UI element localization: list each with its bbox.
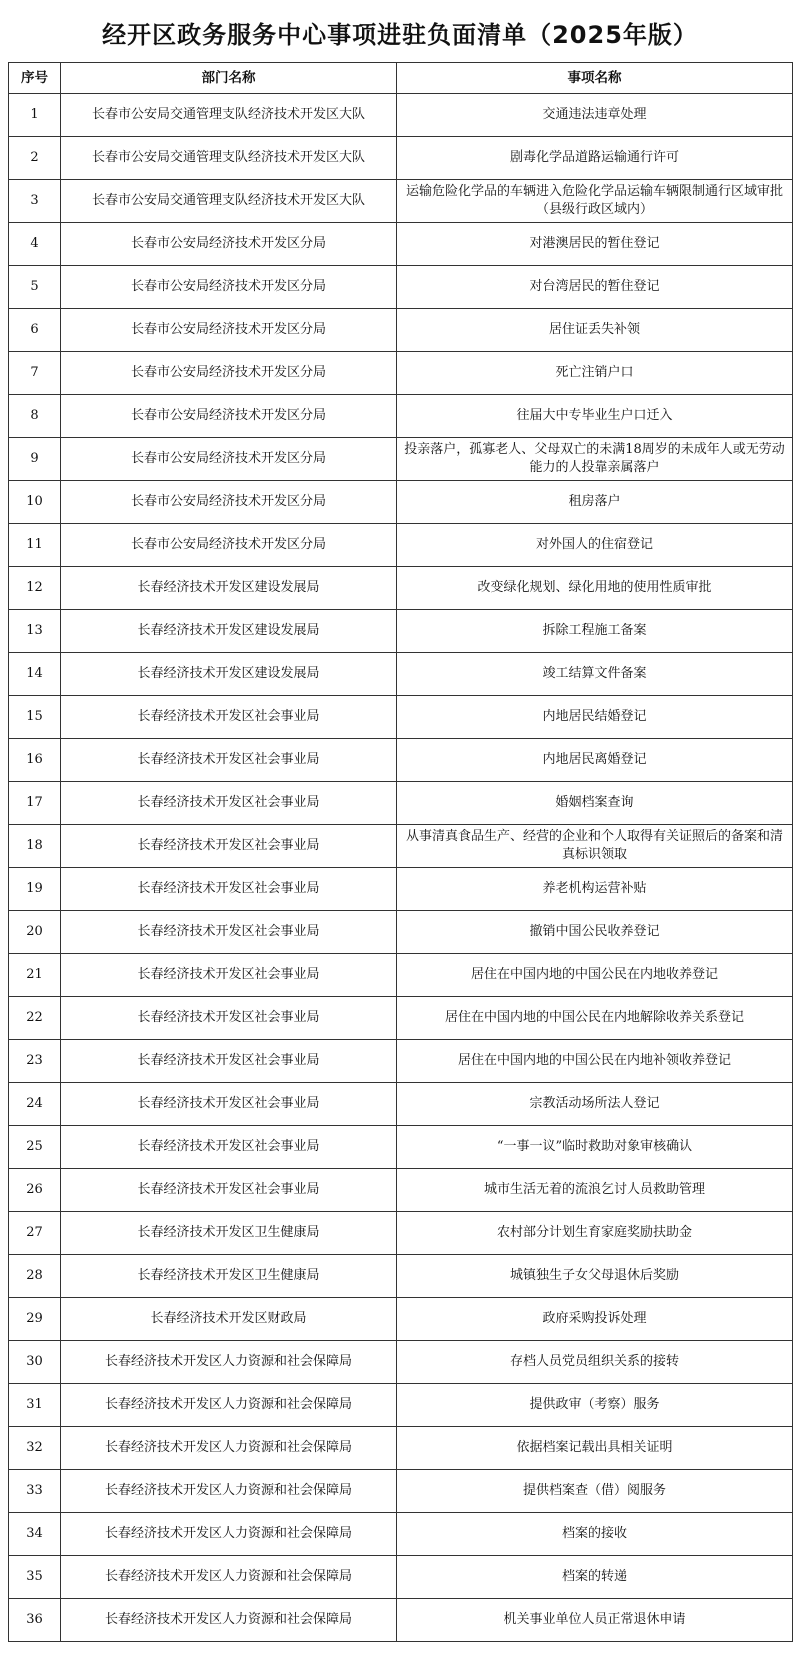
serial-number-cell: 17: [9, 782, 61, 825]
table-row: [9, 696, 793, 739]
serial-number-cell: 18: [9, 825, 61, 868]
serial-number-cell: 10: [9, 481, 61, 524]
table-row: [9, 1255, 793, 1298]
table-row: [9, 911, 793, 954]
item-name-cell: 机关事业单位人员正常退休申请: [397, 1599, 793, 1642]
table-row: [9, 1384, 793, 1427]
table-row: [9, 309, 793, 352]
department-name-cell: 长春市公安局经济技术开发区分局: [61, 438, 397, 481]
serial-number-cell: 5: [9, 266, 61, 309]
serial-number-cell: 14: [9, 653, 61, 696]
item-name-cell: 提供政审（考察）服务: [397, 1384, 793, 1427]
department-name-cell: 长春经济技术开发区人力资源和社会保障局: [61, 1470, 397, 1513]
document-title: 经开区政务服务中心事项进驻负面清单（2025年版）: [102, 21, 698, 49]
table-row: [9, 137, 793, 180]
department-name-cell: 长春经济技术开发区卫生健康局: [61, 1212, 397, 1255]
item-name-cell: 竣工结算文件备案: [397, 653, 793, 696]
department-name-cell: 长春市公安局经济技术开发区分局: [61, 395, 397, 438]
serial-number-cell: 31: [9, 1384, 61, 1427]
item-name-cell: 城镇独生子女父母退休后奖励: [397, 1255, 793, 1298]
item-name-cell: 对港澳居民的暂住登记: [397, 223, 793, 266]
item-name-cell: 城市生活无着的流浪乞讨人员救助管理: [397, 1169, 793, 1212]
table-row: [9, 94, 793, 137]
serial-number-cell: 25: [9, 1126, 61, 1169]
table-row: [9, 1040, 793, 1083]
department-name-cell: 长春市公安局交通管理支队经济技术开发区大队: [61, 94, 397, 137]
item-name-cell: “一事一议”临时救助对象审核确认: [397, 1126, 793, 1169]
department-name-cell: 长春经济技术开发区人力资源和社会保障局: [61, 1384, 397, 1427]
item-name-cell: 提供档案查（借）阅服务: [397, 1470, 793, 1513]
department-name-cell: 长春经济技术开发区人力资源和社会保障局: [61, 1427, 397, 1470]
serial-number-cell: 6: [9, 309, 61, 352]
serial-number-cell: 27: [9, 1212, 61, 1255]
table-row: [9, 438, 793, 481]
department-name-cell: 长春经济技术开发区社会事业局: [61, 1169, 397, 1212]
item-name-cell: 运输危险化学品的车辆进入危险化学品运输车辆限制通行区域审批（县级行政区域内）: [397, 180, 793, 223]
item-name-cell: 从事清真食品生产、经营的企业和个人取得有关证照后的备案和清真标识领取: [397, 825, 793, 868]
item-name-cell: 宗教活动场所法人登记: [397, 1083, 793, 1126]
department-name-cell: 长春经济技术开发区建设发展局: [61, 653, 397, 696]
table-row: [9, 1169, 793, 1212]
table-row: [9, 266, 793, 309]
serial-number-cell: 7: [9, 352, 61, 395]
serial-number-cell: 23: [9, 1040, 61, 1083]
item-name-cell: 改变绿化规划、绿化用地的使用性质审批: [397, 567, 793, 610]
table-row: [9, 180, 793, 223]
department-name-cell: 长春经济技术开发区社会事业局: [61, 1126, 397, 1169]
item-name-cell: 档案的转递: [397, 1556, 793, 1599]
item-name-cell: 对台湾居民的暂住登记: [397, 266, 793, 309]
header-item-name: 事项名称: [397, 63, 793, 94]
table-row: [9, 1513, 793, 1556]
item-name-cell: 居住在中国内地的中国公民在内地解除收养关系登记: [397, 997, 793, 1040]
table-row: [9, 481, 793, 524]
serial-number-cell: 30: [9, 1341, 61, 1384]
department-name-cell: 长春经济技术开发区社会事业局: [61, 954, 397, 997]
serial-number-cell: 15: [9, 696, 61, 739]
serial-number-cell: 13: [9, 610, 61, 653]
item-name-cell: 内地居民离婚登记: [397, 739, 793, 782]
serial-number-cell: 20: [9, 911, 61, 954]
item-name-cell: 档案的接收: [397, 1513, 793, 1556]
serial-number-cell: 4: [9, 223, 61, 266]
negative-list-table: [8, 62, 793, 1642]
table-row: [9, 1599, 793, 1642]
serial-number-cell: 26: [9, 1169, 61, 1212]
serial-number-cell: 24: [9, 1083, 61, 1126]
table-row: [9, 868, 793, 911]
serial-number-cell: 21: [9, 954, 61, 997]
header-row: [9, 63, 793, 94]
department-name-cell: 长春经济技术开发区社会事业局: [61, 868, 397, 911]
department-name-cell: 长春市公安局交通管理支队经济技术开发区大队: [61, 137, 397, 180]
department-name-cell: 长春经济技术开发区社会事业局: [61, 825, 397, 868]
department-name-cell: 长春经济技术开发区建设发展局: [61, 567, 397, 610]
header-serial-number: 序号: [9, 63, 61, 94]
serial-number-cell: 32: [9, 1427, 61, 1470]
serial-number-cell: 36: [9, 1599, 61, 1642]
item-name-cell: 存档人员党员组织关系的接转: [397, 1341, 793, 1384]
department-name-cell: 长春经济技术开发区社会事业局: [61, 739, 397, 782]
serial-number-cell: 9: [9, 438, 61, 481]
item-name-cell: 居住在中国内地的中国公民在内地补领收养登记: [397, 1040, 793, 1083]
item-name-cell: 撤销中国公民收养登记: [397, 911, 793, 954]
table-row: [9, 524, 793, 567]
item-name-cell: 拆除工程施工备案: [397, 610, 793, 653]
table-row: [9, 997, 793, 1040]
department-name-cell: 长春市公安局经济技术开发区分局: [61, 524, 397, 567]
table-row: [9, 610, 793, 653]
department-name-cell: 长春经济技术开发区人力资源和社会保障局: [61, 1599, 397, 1642]
serial-number-cell: 29: [9, 1298, 61, 1341]
item-name-cell: 居住证丢失补领: [397, 309, 793, 352]
item-name-cell: 农村部分计划生育家庭奖励扶助金: [397, 1212, 793, 1255]
serial-number-cell: 16: [9, 739, 61, 782]
table-row: [9, 1126, 793, 1169]
serial-number-cell: 8: [9, 395, 61, 438]
department-name-cell: 长春经济技术开发区社会事业局: [61, 696, 397, 739]
department-name-cell: 长春经济技术开发区人力资源和社会保障局: [61, 1341, 397, 1384]
item-name-cell: 死亡注销户口: [397, 352, 793, 395]
department-name-cell: 长春市公安局经济技术开发区分局: [61, 266, 397, 309]
table-row: [9, 653, 793, 696]
item-name-cell: 租房落户: [397, 481, 793, 524]
serial-number-cell: 12: [9, 567, 61, 610]
item-name-cell: 交通违法违章处理: [397, 94, 793, 137]
table-row: [9, 954, 793, 997]
department-name-cell: 长春经济技术开发区财政局: [61, 1298, 397, 1341]
department-name-cell: 长春经济技术开发区社会事业局: [61, 1040, 397, 1083]
table-row: [9, 1212, 793, 1255]
table-row: [9, 825, 793, 868]
department-name-cell: 长春市公安局经济技术开发区分局: [61, 352, 397, 395]
item-name-cell: 对外国人的住宿登记: [397, 524, 793, 567]
department-name-cell: 长春市公安局经济技术开发区分局: [61, 223, 397, 266]
department-name-cell: 长春市公安局经济技术开发区分局: [61, 309, 397, 352]
table-row: [9, 739, 793, 782]
department-name-cell: 长春市公安局交通管理支队经济技术开发区大队: [61, 180, 397, 223]
header-department-name: 部门名称: [61, 63, 397, 94]
department-name-cell: 长春经济技术开发区社会事业局: [61, 997, 397, 1040]
table-row: [9, 1083, 793, 1126]
item-name-cell: 投亲落户，孤寡老人、父母双亡的未满18周岁的未成年人或无劳动能力的人投靠亲属落户: [397, 438, 793, 481]
serial-number-cell: 19: [9, 868, 61, 911]
table-row: [9, 567, 793, 610]
serial-number-cell: 3: [9, 180, 61, 223]
serial-number-cell: 1: [9, 94, 61, 137]
department-name-cell: 长春市公安局经济技术开发区分局: [61, 481, 397, 524]
table-row: [9, 395, 793, 438]
department-name-cell: 长春经济技术开发区人力资源和社会保障局: [61, 1556, 397, 1599]
table-body: [9, 94, 793, 1642]
item-name-cell: 依据档案记载出具相关证明: [397, 1427, 793, 1470]
department-name-cell: 长春经济技术开发区建设发展局: [61, 610, 397, 653]
table-row: [9, 1556, 793, 1599]
table-header: [9, 63, 793, 94]
department-name-cell: 长春经济技术开发区社会事业局: [61, 911, 397, 954]
serial-number-cell: 33: [9, 1470, 61, 1513]
item-name-cell: 内地居民结婚登记: [397, 696, 793, 739]
department-name-cell: 长春经济技术开发区社会事业局: [61, 1083, 397, 1126]
table-row: [9, 1298, 793, 1341]
table-row: [9, 1427, 793, 1470]
item-name-cell: 养老机构运营补贴: [397, 868, 793, 911]
item-name-cell: 居住在中国内地的中国公民在内地收养登记: [397, 954, 793, 997]
serial-number-cell: 2: [9, 137, 61, 180]
department-name-cell: 长春经济技术开发区人力资源和社会保障局: [61, 1513, 397, 1556]
serial-number-cell: 35: [9, 1556, 61, 1599]
item-name-cell: 剧毒化学品道路运输通行许可: [397, 137, 793, 180]
table-row: [9, 1341, 793, 1384]
table-row: [9, 352, 793, 395]
table-row: [9, 223, 793, 266]
serial-number-cell: 28: [9, 1255, 61, 1298]
item-name-cell: 政府采购投诉处理: [397, 1298, 793, 1341]
serial-number-cell: 22: [9, 997, 61, 1040]
department-name-cell: 长春经济技术开发区卫生健康局: [61, 1255, 397, 1298]
serial-number-cell: 34: [9, 1513, 61, 1556]
item-name-cell: 婚姻档案查询: [397, 782, 793, 825]
table-row: [9, 782, 793, 825]
department-name-cell: 长春经济技术开发区社会事业局: [61, 782, 397, 825]
item-name-cell: 往届大中专毕业生户口迁入: [397, 395, 793, 438]
table-row: [9, 1470, 793, 1513]
serial-number-cell: 11: [9, 524, 61, 567]
